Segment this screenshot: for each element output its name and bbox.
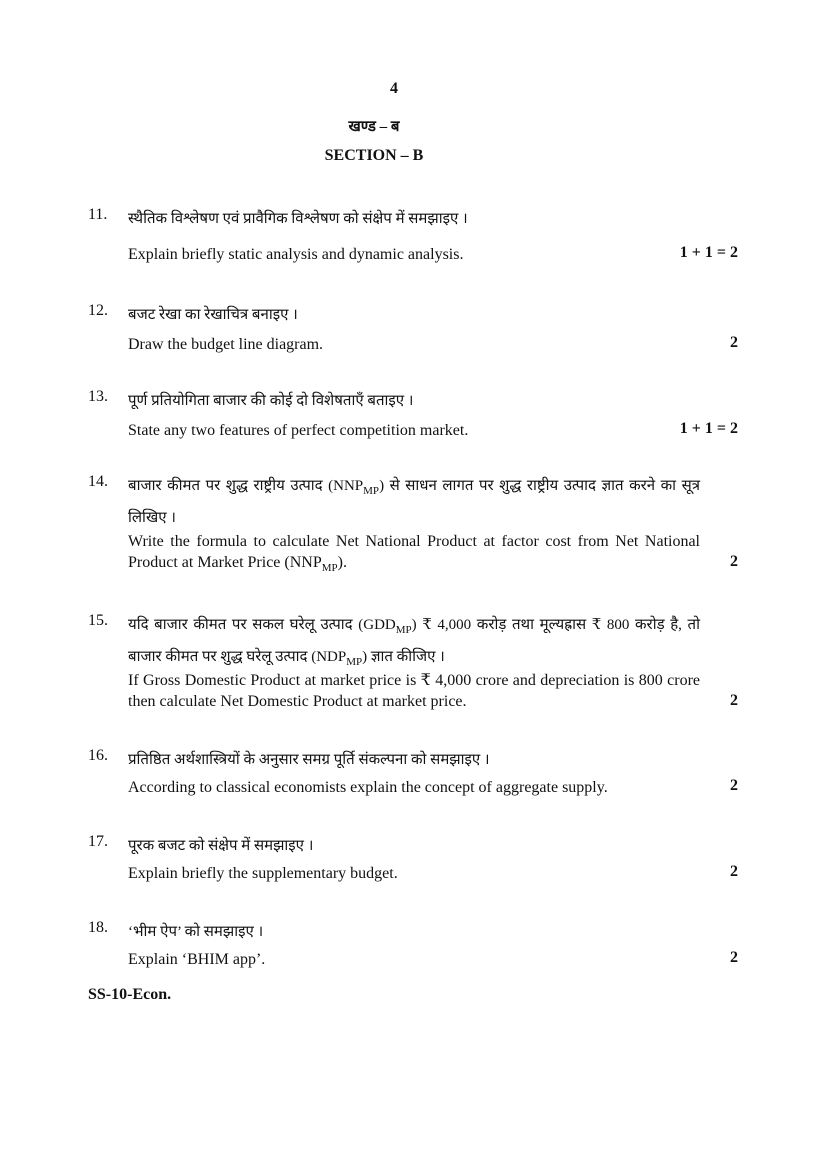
question-text-english: Explain ‘BHIM app’.	[128, 951, 266, 968]
question-number: 17.	[88, 833, 108, 850]
section-title-hindi: खण्ड – ब	[348, 119, 400, 135]
question-text-english: Draw the budget line diagram.	[128, 336, 324, 353]
question-number: 16.	[88, 747, 108, 764]
question-number: 15.	[88, 612, 108, 629]
question-number: 12.	[88, 302, 108, 319]
question-text-hindi: यदि बाजार कीमत पर सकल घरेलू उत्पाद $(GDD_{MP})$ ₹ 4,000 करोड़ तथा मूल्यह्रास ₹ 800 करोड़ है, तो बाजार कीमत पर शुद्ध घरेलू उत्पाद $(NDP_{MP})$ ज्ञात कीजिए ।	[128, 617, 700, 668]
question-number: 11.	[88, 206, 108, 223]
question-marks: 2	[730, 692, 738, 709]
question-text-english: State any two features of perfect competition market.	[128, 422, 469, 439]
question-text-english: Explain briefly static analysis and dynamic analysis.	[128, 246, 464, 263]
question-number: 18.	[88, 919, 108, 936]
question-number: 14.	[88, 473, 108, 490]
question-text-hindi: पूर्ण प्रतियोगिता बाजार की कोई दो विशेषताएँ बताइए ।	[128, 393, 414, 409]
question-text-hindi: बाजार कीमत पर शुद्ध राष्ट्रीय उत्पाद $(NNP_{MP})$ से साधन लागत पर शुद्ध राष्ट्रीय उत्पाद ज्ञात करने का सूत्र लिखिए ।	[128, 478, 700, 526]
question-marks: 2	[730, 863, 738, 880]
question-marks: 2	[730, 949, 738, 966]
question-text-hindi: ‘भीम ऐप’ को समझाइए ।	[128, 924, 264, 940]
question-text-hindi: प्रतिष्ठित अर्थशास्त्रियों के अनुसार समग्र पूर्ति संकल्पना को समझाइए ।	[128, 752, 490, 768]
question-text-hindi: बजट रेखा का रेखाचित्र बनाइए ।	[128, 307, 298, 323]
footer-code: SS-10-Econ.	[88, 986, 172, 1003]
question-marks: 2	[730, 334, 738, 351]
question-marks: 1 + 1 = 2	[679, 420, 738, 437]
question-marks: 2	[730, 777, 738, 794]
question-text-english: Explain briefly the supplementary budget.	[128, 865, 398, 882]
question-text-english: Write the formula to calculate Net National Product at factor cost from Net National Product at Market Price $(NNP_{MP})$.	[128, 533, 700, 574]
question-number: 13.	[88, 388, 108, 405]
question-text-english: If Gross Domestic Product at market price is ₹ 4,000 crore and depreciation is 800 crore then calculate Net Domestic Product at market price.	[128, 672, 700, 710]
question-marks: 2	[730, 553, 738, 570]
question-text-hindi: स्थैतिक विश्लेषण एवं प्रावैगिक विश्लेषण को संक्षेप में समझाइए ।	[128, 211, 468, 227]
question-text-hindi: पूरक बजट को संक्षेप में समझाइए ।	[128, 838, 314, 854]
section-title-english: SECTION – B	[324, 147, 424, 164]
question-marks: 1 + 1 = 2	[679, 244, 738, 261]
question-text-english: According to classical economists explain the concept of aggregate supply.	[128, 779, 608, 796]
page-number: 4	[390, 80, 398, 97]
